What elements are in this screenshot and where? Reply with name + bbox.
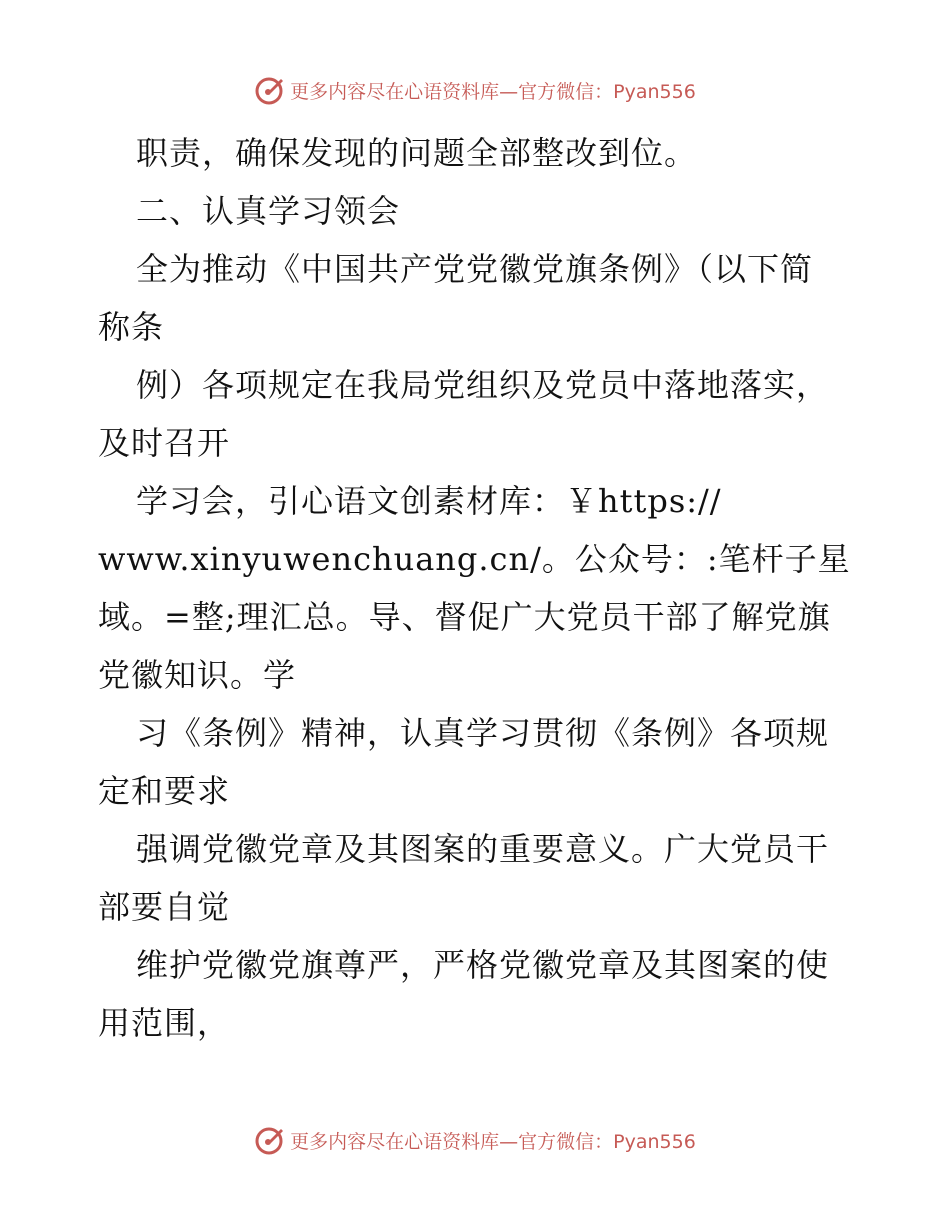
text-line: 域。=整;理汇总。导、督促广大党员干部了解党旗: [98, 598, 831, 636]
footer-watermark-text: 更多内容尽在心语资料库—官方微信：Pyan556: [290, 1130, 696, 1153]
text-line: 全为推动《中国共产党党徽党旗条例》（以下简: [136, 250, 814, 288]
text-line: 维护党徽党旗尊严，严格党徽党章及其图案的使: [136, 946, 830, 984]
text-line: 用范围，: [98, 1004, 231, 1042]
text-line: 学习会，引心语文创素材库：￥https://: [136, 482, 722, 520]
url-line: www.xinyuwenchuang.cn/。公众号：:笔杆子星: [98, 540, 851, 578]
text-line: 习《条例》精神，认真学习贯彻《条例》各项规: [136, 714, 830, 752]
text-line: 部要自觉: [98, 888, 231, 926]
text-line: 称条: [98, 308, 165, 346]
header-watermark-text: 更多内容尽在心语资料库—官方微信：Pyan556: [290, 80, 696, 103]
text-line: 定和要求: [98, 772, 231, 810]
text-line: 强调党徽党章及其图案的重要意义。广大党员干: [136, 830, 830, 868]
text-line: 及时召开: [98, 424, 231, 462]
text-line: 职责，确保发现的问题全部整改到位。: [136, 134, 698, 172]
text-line: 例）各项规定在我局党组织及党员中落地落实，: [136, 366, 830, 404]
header-watermark: [0, 70, 950, 110]
document-body: [98, 124, 858, 1052]
pen-nib-logo-icon: [254, 75, 284, 105]
pen-nib-logo-icon: [254, 1125, 284, 1155]
footer-watermark: [0, 1120, 950, 1160]
text-line: 党徽知识。学: [98, 656, 297, 694]
section-heading: 二、认真学习领会: [136, 192, 401, 230]
